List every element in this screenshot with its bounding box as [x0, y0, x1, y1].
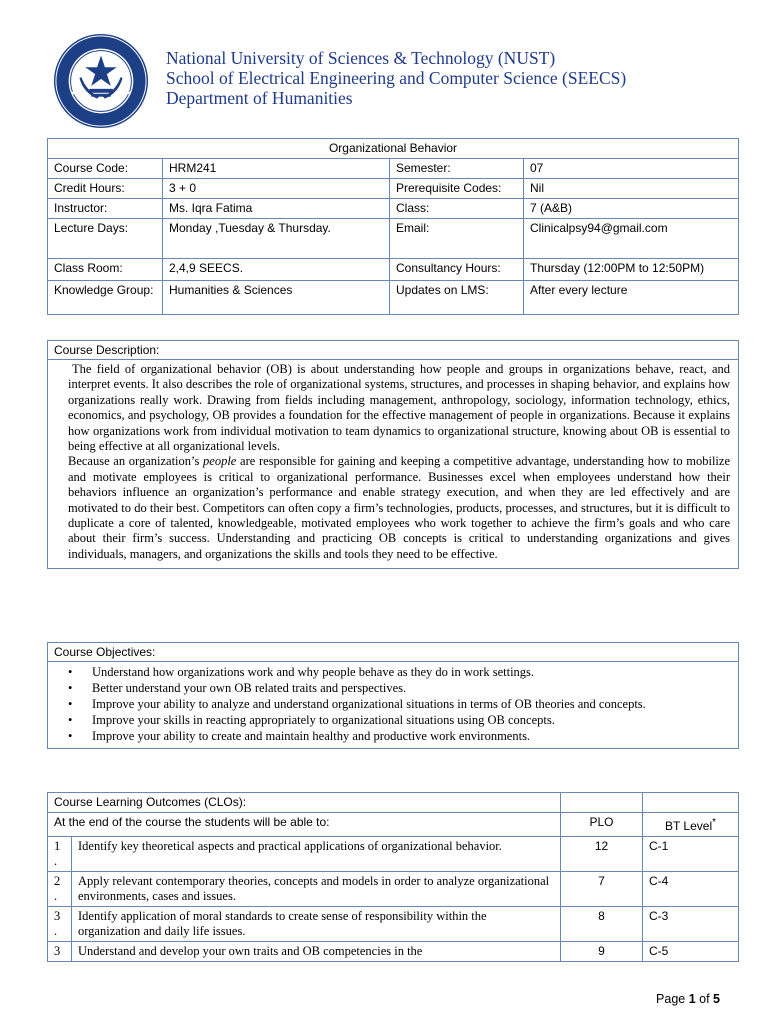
list-item: • Improve your skills in reacting appropriately to organizational situations using OB concepts.	[68, 712, 730, 728]
clo-text: Identify key theoretical aspects and practical applications of organizational behavior.	[72, 837, 561, 872]
nust-logo	[52, 32, 150, 130]
field-label: Knowledge Group:	[48, 281, 163, 315]
field-value: Humanities & Sciences	[163, 281, 390, 315]
empty-cell	[561, 793, 643, 813]
field-value: After every lecture	[524, 281, 739, 315]
section-title: Course Description:	[48, 341, 738, 360]
clo-text: Understand and develop your own traits and OB competencies in the	[72, 942, 561, 962]
clo-plo: 7	[561, 872, 643, 907]
field-value: Nil	[524, 179, 739, 199]
clo-text: Apply relevant contemporary theories, concepts and models in order to analyze organizational environments, cases and issues.	[72, 872, 561, 907]
table-row	[48, 872, 739, 907]
clo-number: 3	[48, 942, 72, 962]
objectives-list	[48, 662, 738, 748]
clo-header-row	[48, 813, 739, 837]
table-row	[48, 259, 739, 281]
page-prefix: Page	[656, 992, 689, 1006]
field-label: Consultancy Hours:	[390, 259, 524, 281]
clo-bt-level: C-5	[643, 942, 739, 962]
course-title: Organizational Behavior	[48, 139, 739, 159]
field-label: Updates on LMS:	[390, 281, 524, 315]
clo-bt-level: C-4	[643, 872, 739, 907]
field-label: Lecture Days:	[48, 219, 163, 259]
course-description-section	[47, 340, 739, 569]
clo-bt-level: C-1	[643, 837, 739, 872]
email-link[interactable]: Clinicalpsy94@gmail.com	[524, 219, 739, 259]
empty-cell	[643, 793, 739, 813]
page-of: of	[695, 992, 714, 1006]
field-label: Course Code:	[48, 159, 163, 179]
clo-text: Identify application of moral standards to create sense of responsibility within the organization and daily life issues.	[72, 907, 561, 942]
field-label: Prerequisite Codes:	[390, 179, 524, 199]
course-objectives-section	[47, 642, 739, 749]
clo-intro: At the end of the course the students will be able to:	[48, 813, 561, 837]
field-label: Class Room:	[48, 259, 163, 281]
university-name: National University of Sciences & Technology (NUST)	[166, 48, 556, 68]
table-row	[48, 219, 739, 259]
table-row	[48, 837, 739, 872]
clo-bt-level: C-3	[643, 907, 739, 942]
bt-footnote-mark: *	[712, 817, 717, 828]
section-title: Course Learning Outcomes (CLOs):	[48, 793, 561, 813]
page-indicator	[656, 992, 720, 1006]
school-name: School of Electrical Engineering and Computer Science (SEECS)	[166, 68, 627, 88]
section-title: Course Objectives:	[48, 643, 738, 662]
table-row	[48, 942, 739, 962]
list-item: • Improve your ability to analyze and understand organizational situations in terms of OB theories and concepts.	[68, 696, 730, 712]
table-row	[48, 179, 739, 199]
department-name: Department of Humanities	[166, 88, 353, 108]
bt-header: BT Level	[664, 819, 713, 833]
text-run: Because an organization’s	[68, 454, 204, 469]
text-run: are responsible for gaining and keeping a competitive advantage, understanding how to mobilize and motivate employees is critical to organizational performance. Businesses excel when employees understand how their behaviors influence an organization’s performance and enable strategy execution, and when they are led effectively and are motivated to do their best. Competitors can often copy a firm’s technologies, products, processes, and structures, but it is difficult to duplicate a core of talented, knowledgeable, motivated employees who work together to achieve the firm’s goals and who care about their firm’s success. Understanding and practicing OB concepts is critical to understanding organizations and gives individuals, managers, and organizations the skills and tools they need to be effective.	[68, 454, 730, 561]
clo-title-row	[48, 793, 739, 813]
description-body	[48, 360, 738, 568]
description-paragraph: The field of organizational behavior (OB) is about understanding how people and groups in organizations behave, react, and interpret events. It also describes the role of organizational systems, structures, and processes in shaping behavior, and explains how organizations really work. Drawing from fields including management, anthropology, sociology, information technology, ethics, economics, and psychology, OB provides a foundation for the effective management of people in organizations. Because it explains how organizations work from individual motivation to team dynamics to organizational structure, knowing about OB is essential to being effective at all organizational levels.	[68, 362, 730, 454]
description-paragraph	[68, 454, 730, 562]
list-item: • Improve your ability to create and maintain healthy and productive work environments.	[68, 728, 730, 744]
table-row	[48, 907, 739, 942]
field-value: 3 + 0	[163, 179, 390, 199]
clo-plo: 12	[561, 837, 643, 872]
plo-header: PLO	[561, 813, 643, 837]
field-value: 07	[524, 159, 739, 179]
institution-block	[166, 48, 626, 108]
field-value: 2,4,9 SEECS.	[163, 259, 390, 281]
clo-number: 3 .	[48, 907, 72, 942]
field-value: Monday ,Tuesday & Thursday.	[163, 219, 390, 259]
field-value: 7 (A&B)	[524, 199, 739, 219]
list-item: • Understand how organizations work and why people behave as they do in work settings.	[68, 664, 730, 680]
clo-plo: 8	[561, 907, 643, 942]
field-label: Semester:	[390, 159, 524, 179]
page-total: 5	[713, 992, 720, 1006]
field-value: Thursday (12:00PM to 12:50PM)	[524, 259, 739, 281]
table-row	[48, 199, 739, 219]
course-info-table	[47, 138, 739, 315]
list-item: • Better understand your own OB related traits and perspectives.	[68, 680, 730, 696]
clo-number: 1 .	[48, 837, 72, 872]
field-value: HRM241	[163, 159, 390, 179]
field-label: Class:	[390, 199, 524, 219]
field-label: Credit Hours:	[48, 179, 163, 199]
table-row	[48, 281, 739, 315]
field-value: Ms. Iqra Fatima	[163, 199, 390, 219]
document-header	[52, 32, 732, 122]
clo-plo: 9	[561, 942, 643, 962]
field-label: Email:	[390, 219, 524, 259]
bt-header-cell	[643, 813, 739, 837]
emphasis-text: people	[203, 454, 237, 469]
page-number: 1	[688, 992, 696, 1006]
field-label: Instructor:	[48, 199, 163, 219]
clo-table	[47, 792, 739, 962]
table-row	[48, 159, 739, 179]
course-title-row	[48, 139, 739, 159]
clo-number: 2 .	[48, 872, 72, 907]
